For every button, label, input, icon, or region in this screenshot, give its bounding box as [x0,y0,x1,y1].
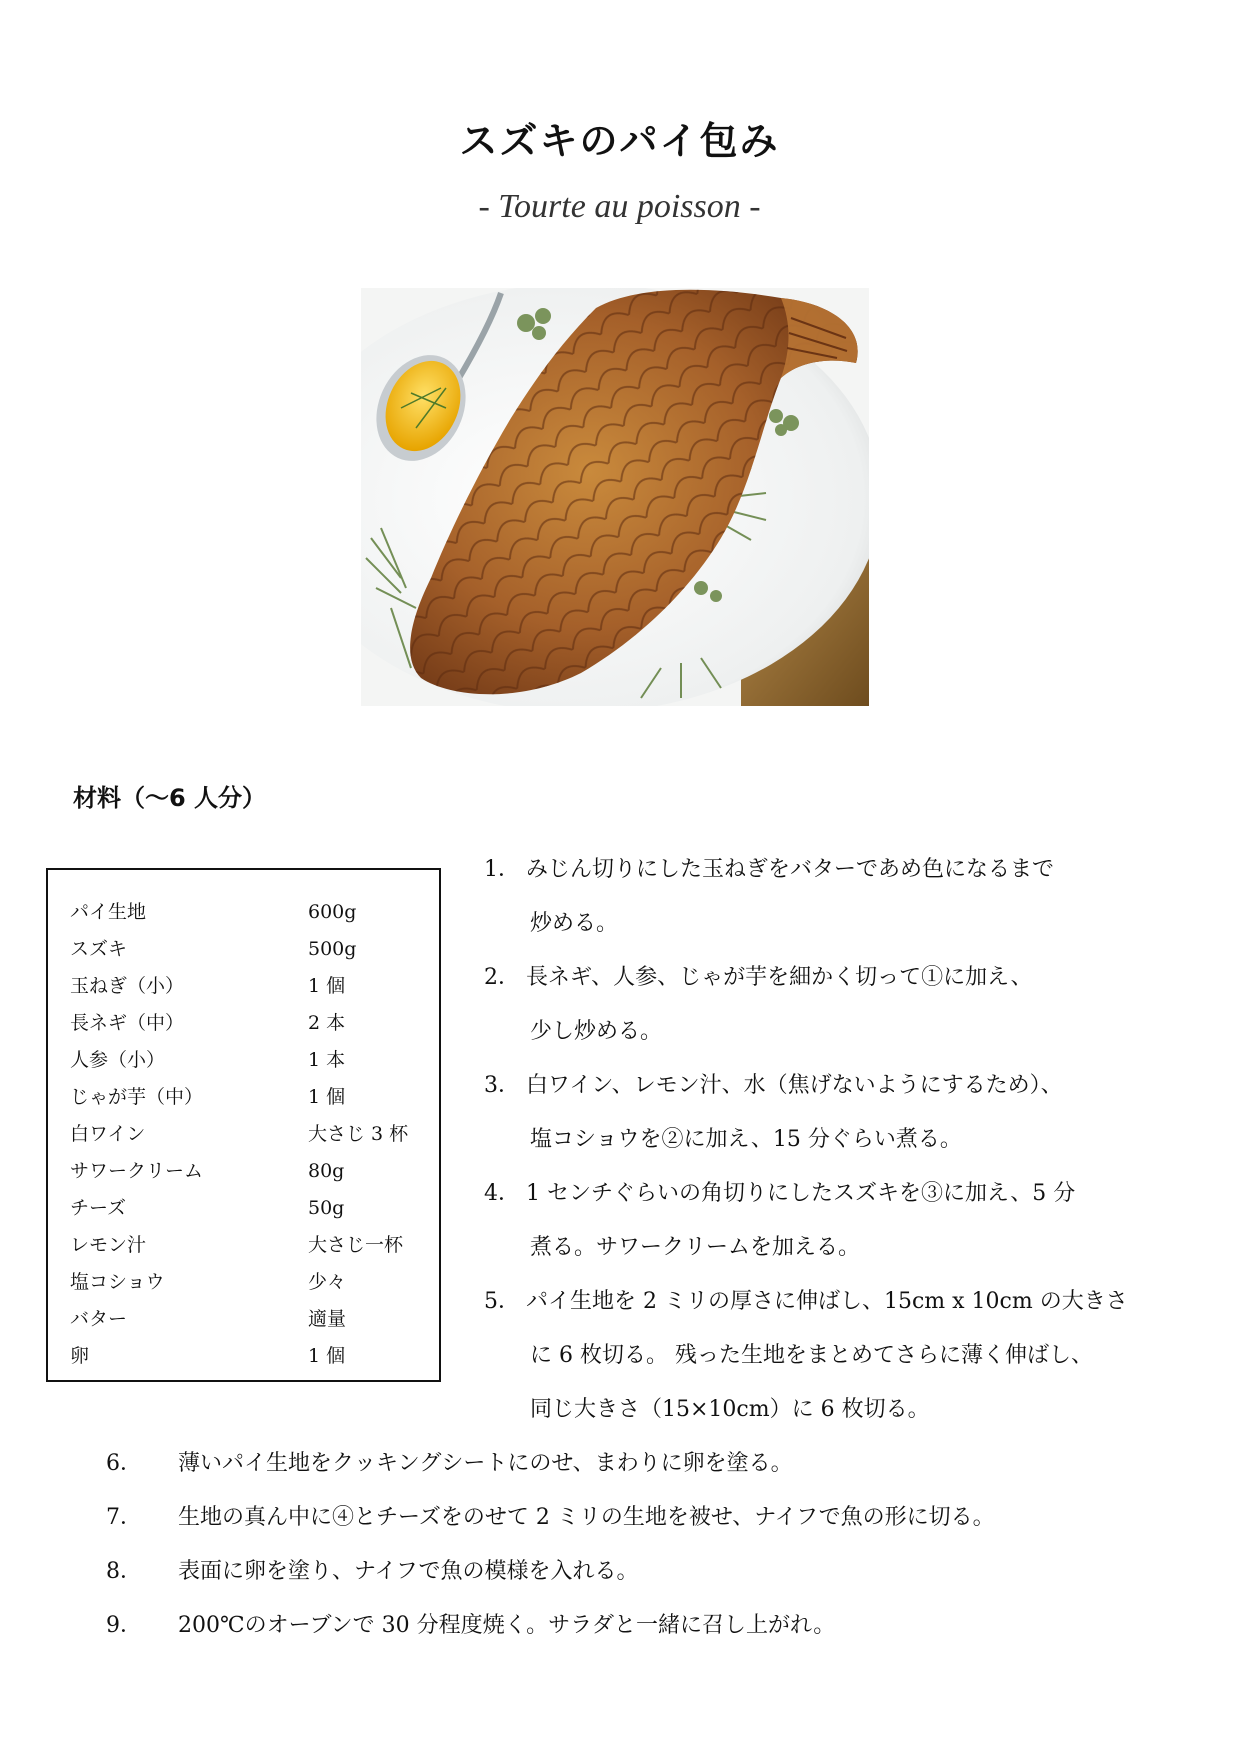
ingredient-qty: 1 個 [308,975,346,997]
step-number: 4． [484,1181,520,1206]
ingredient-name: 人参（小） [70,1049,166,1071]
ingredient-qty: 2 本 [308,1012,346,1034]
ingredient-qty: 1 本 [308,1049,346,1071]
ingredient-name: 卵 [70,1345,90,1367]
step-number: 3． [484,1073,520,1098]
ingredient-qty: 適量 [308,1308,347,1330]
ingredient-name: レモン汁 [70,1234,147,1256]
ingredient-name: 塩コショウ [70,1271,165,1293]
ingredient-name: パイ生地 [70,901,147,923]
dish-photo [361,288,869,706]
step-text: 塩コショウを②に加え、15 分ぐらい煮る。 [530,1127,962,1152]
page-subtitle: - Tourte au poisson - [478,188,761,225]
step-text: に 6 枚切る。 残った生地をまとめてさらに薄く伸ばし、 [530,1343,1093,1368]
step-text: 白ワイン、レモン汁、水（焦げないようにするため）、 [526,1073,1063,1098]
page-title: スズキのパイ包み [459,119,780,163]
ingredient-qty: 50g [308,1197,345,1219]
step-text: みじん切りにした玉ねぎをバターであめ色になるまで [526,857,1055,882]
step-3 [484,1071,1224,1161]
ingredient-qty: 80g [308,1160,345,1182]
step-text: 薄いパイ生地をクッキングシートにのせ、まわりに卵を塗る。 [178,1451,793,1476]
step-7 [106,1503,1226,1535]
step-number: 2． [484,965,520,990]
ingredients-heading: 材料（～6 人分） [73,784,267,812]
step-1 [484,855,1224,945]
ingredient-name: チーズ [70,1197,127,1219]
ingredient-qty: 大さじ 3 杯 [308,1123,409,1145]
step-text: 生地の真ん中に④とチーズをのせて 2 ミリの生地を被せ、ナイフで魚の形に切る。 [178,1505,995,1530]
ingredient-name: 長ネギ（中） [70,1012,185,1034]
ingredient-name: 玉ねぎ（小） [70,975,185,997]
ingredient-qty: 1 個 [308,1345,346,1367]
step-text: パイ生地を 2 ミリの厚さに伸ばし、15cm x 10cm の大きさ [526,1289,1128,1314]
ingredient-qty: 1 個 [308,1086,346,1108]
step-text: 200℃のオーブンで 30 分程度焼く。サラダと一緒に召し上がれ。 [178,1613,836,1638]
step-number: 1． [484,857,520,882]
step-text: 長ネギ、人参、じゃが芋を細かく切って①に加え、 [526,965,1033,990]
step-5 [484,1287,1224,1431]
step-text: 同じ大きさ（15×10cm）に 6 枚切る。 [530,1397,930,1422]
ingredient-qty: 少々 [308,1271,347,1293]
dish-photo-illustration [361,288,869,706]
step-text: 炒める。 [530,911,619,936]
step-number: 6． [106,1451,142,1476]
step-6 [106,1449,1226,1481]
ingredient-qty: 500g [308,938,357,960]
step-9 [106,1611,1226,1643]
ingredient-name: 白ワイン [70,1123,146,1145]
ingredient-name: じゃが芋（中） [70,1086,204,1108]
step-text: 表面に卵を塗り、ナイフで魚の模様を入れる。 [178,1559,639,1584]
step-8 [106,1557,1226,1589]
step-text: 煮る。サワークリームを加える。 [530,1235,861,1260]
ingredient-name: バター [70,1308,128,1330]
step-number: 8． [106,1559,142,1584]
step-number: 5． [484,1289,520,1314]
ingredients-table [46,868,441,1382]
ingredient-qty: 600g [308,901,357,923]
ingredient-name: スズキ [70,938,128,960]
step-4 [484,1179,1224,1269]
step-number: 9． [106,1613,142,1638]
ingredient-name: サワークリーム [70,1160,204,1182]
step-number: 7． [106,1505,142,1530]
step-text: 1 センチぐらいの角切りにしたスズキを③に加え、5 分 [526,1181,1076,1206]
step-text: 少し炒める。 [530,1019,663,1044]
step-2 [484,963,1224,1053]
ingredient-qty: 大さじ一杯 [308,1234,404,1256]
